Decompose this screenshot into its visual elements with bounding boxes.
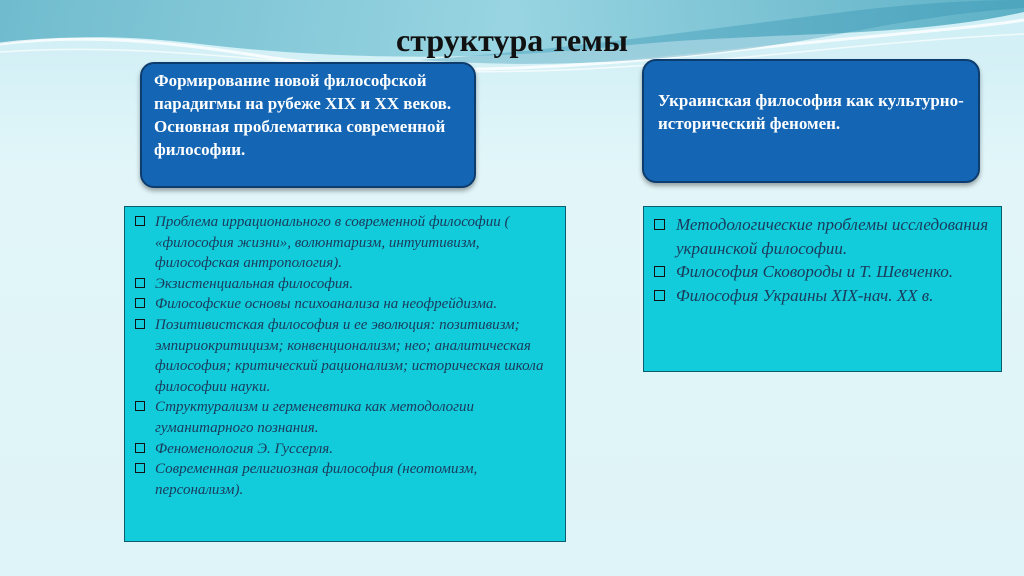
checkbox-bullet-icon xyxy=(135,443,145,453)
checkbox-bullet-icon xyxy=(654,266,665,277)
checkbox-bullet-icon xyxy=(135,278,145,288)
checkbox-bullet-icon xyxy=(135,463,145,473)
checkbox-bullet-icon xyxy=(135,298,145,308)
header-right-text: Украинская философия как культурно-исторический феномен. xyxy=(658,91,964,133)
header-box-ukrainian-philosophy xyxy=(642,59,980,183)
header-left-text: Формирование новой философской парадигмы на рубеже XIX и XX веков. Основная проблематика современной философии. xyxy=(154,71,452,159)
list-item: Позитивистская философия и ее эволюция: позитивизм; эмпириокритицизм; конвенционализм; нео; аналитическая философия; критический рационализм; историческая школа философии науки. xyxy=(133,315,557,397)
list-item: Философия Сковороды и Т. Шевченко. xyxy=(652,260,993,284)
list-item: Философские основы психоанализа на неофрейдизма. xyxy=(133,294,557,315)
checkbox-bullet-icon xyxy=(135,319,145,329)
list-item: Феноменология Э. Гуссерля. xyxy=(133,439,557,460)
list-item: Экзистенциальная философия. xyxy=(133,274,557,295)
list-item: Методологические проблемы исследования украинской философии. xyxy=(652,213,993,260)
list-item: Структурализм и герменевтика как методологии гуманитарного познания. xyxy=(133,397,557,438)
topics-list-right xyxy=(643,206,1002,372)
list-item: Философия Украины XIX-нач. XX в. xyxy=(652,284,993,308)
checkbox-bullet-icon xyxy=(654,219,665,230)
list-item: Проблема иррационального в современной философии ( «философия жизни», волюнтаризм, интуитивизм, философская антропология). xyxy=(133,212,557,274)
slide-title: структура темы xyxy=(396,22,628,58)
checkbox-bullet-icon xyxy=(135,401,145,411)
list-item: Современная религиозная философия (неотомизм, персонализм). xyxy=(133,459,557,500)
header-box-modern-philosophy xyxy=(140,62,476,188)
checkbox-bullet-icon xyxy=(135,216,145,226)
topics-list-left xyxy=(124,206,566,542)
checkbox-bullet-icon xyxy=(654,290,665,301)
